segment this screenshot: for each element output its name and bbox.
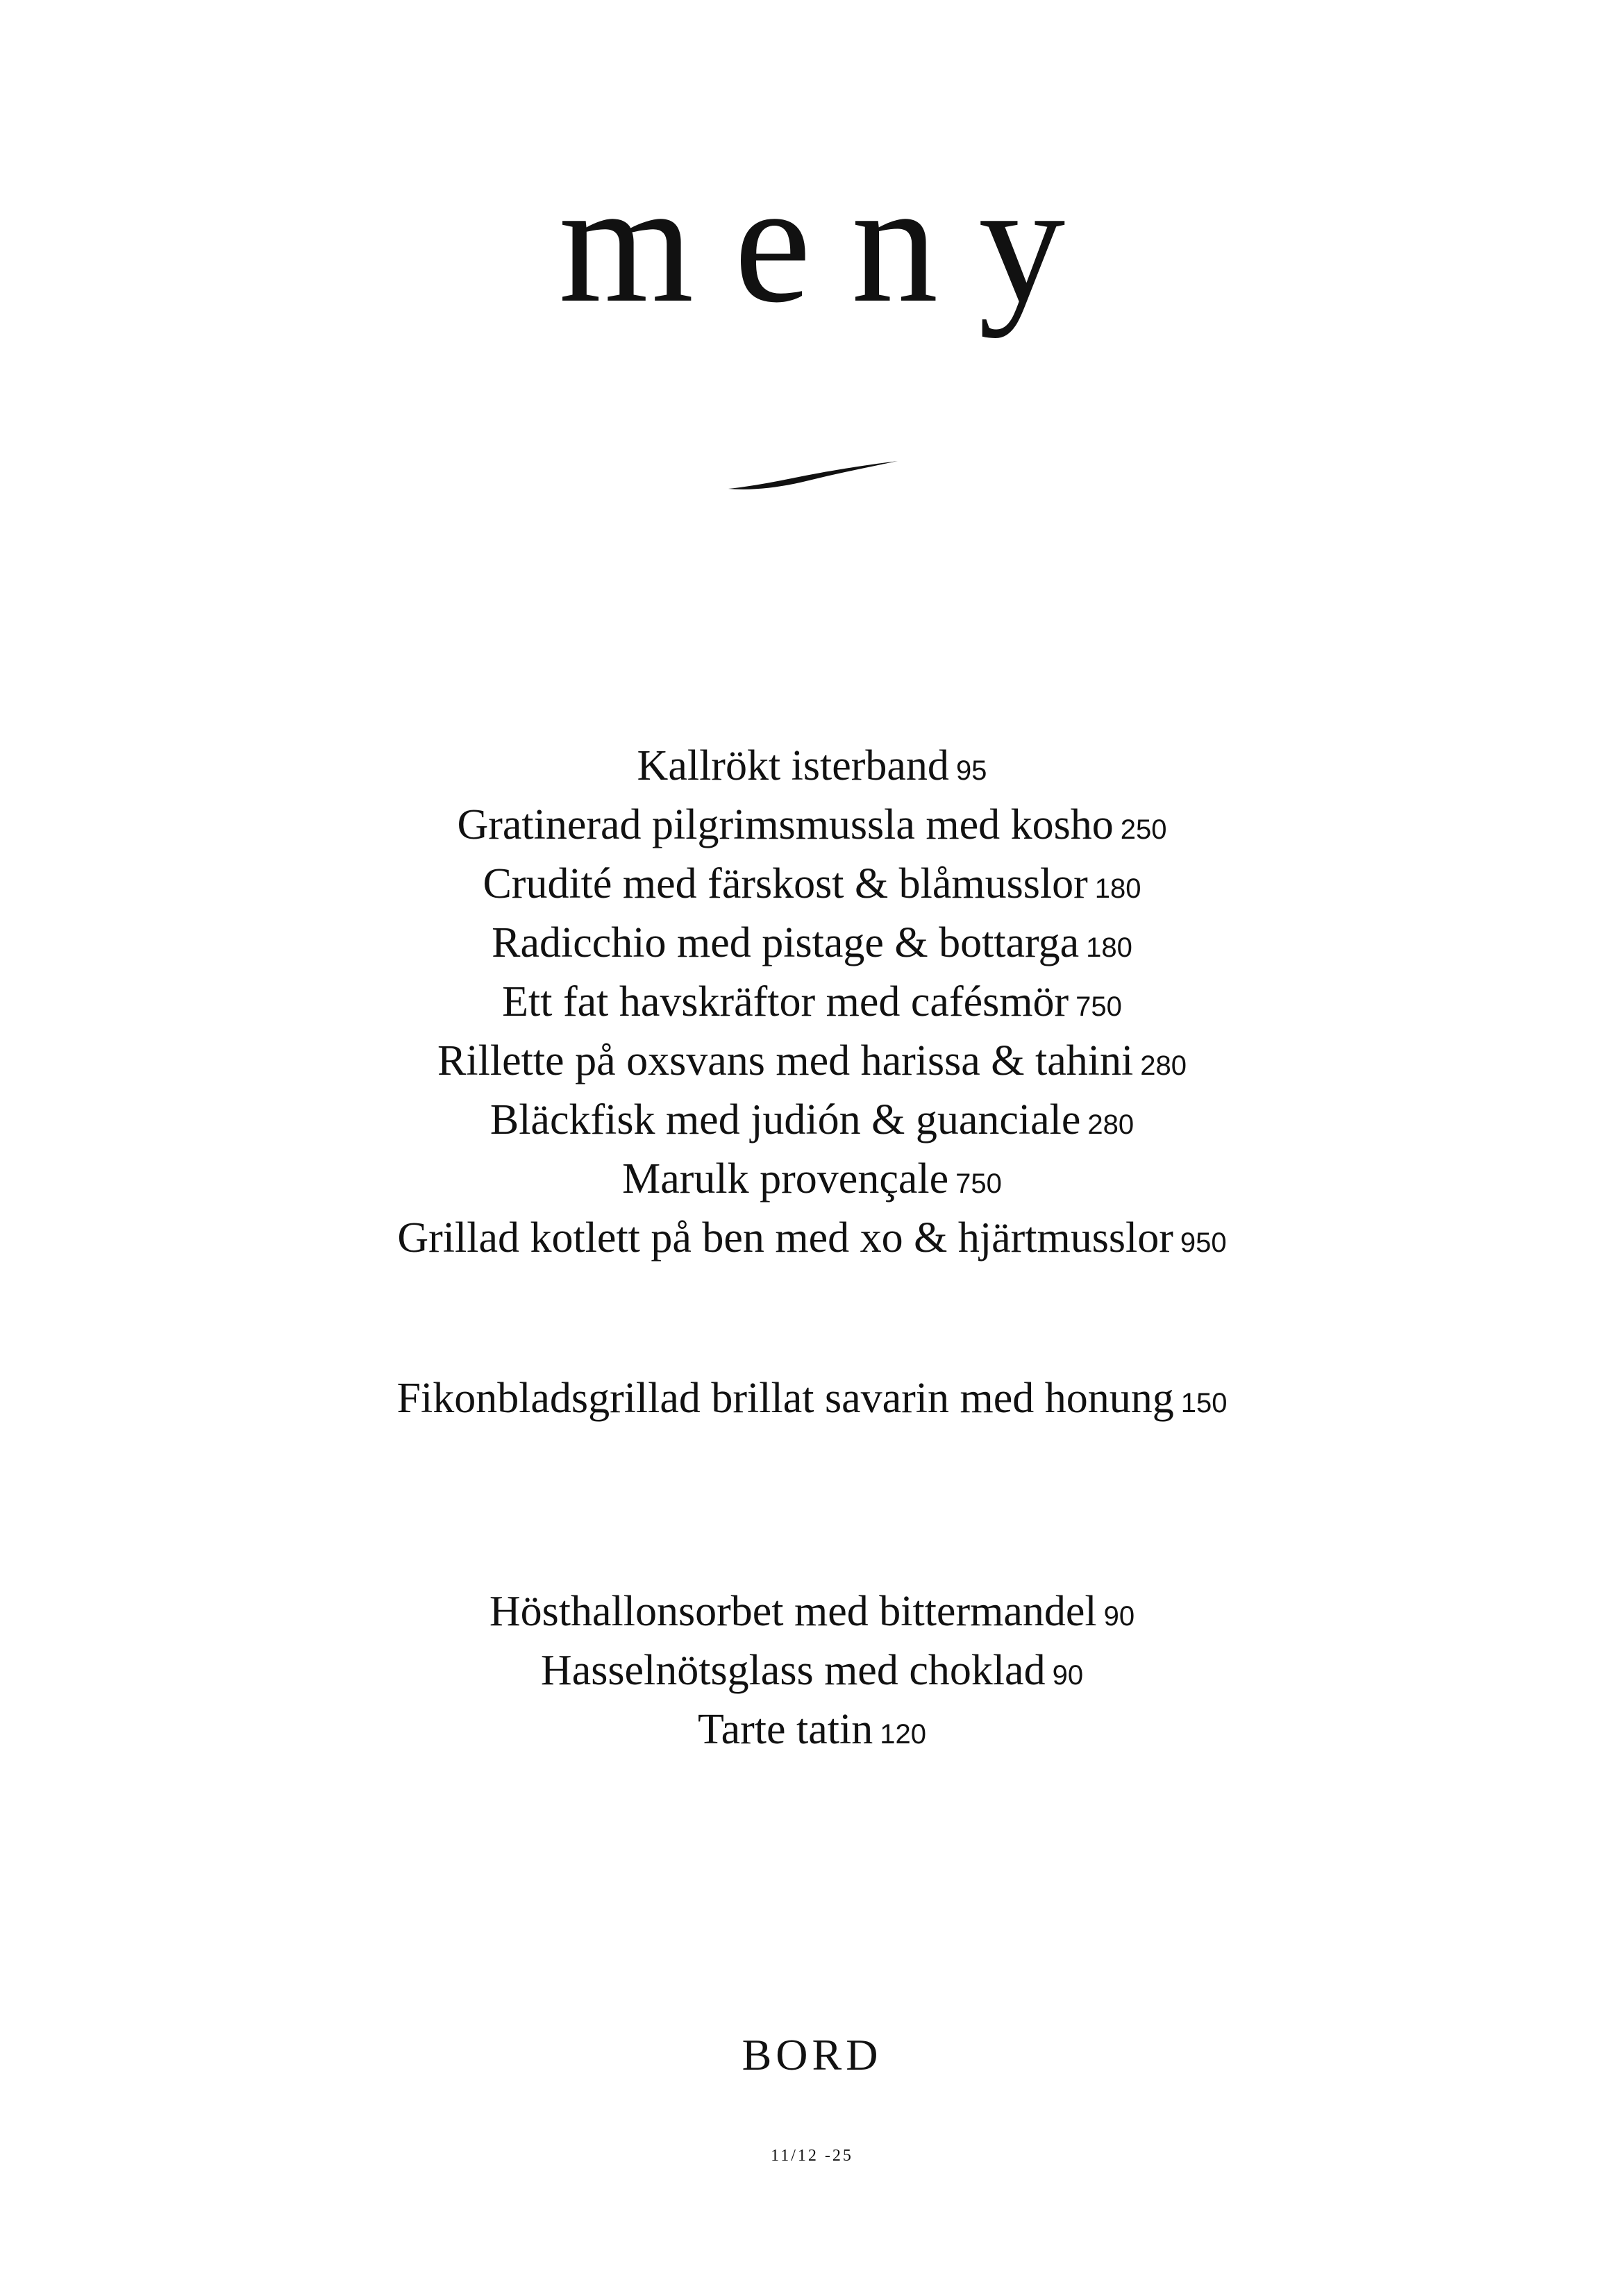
menu-item-price: 90 bbox=[1052, 1660, 1084, 1691]
menu-item-name: Fikonbladsgrillad brillat savarin med honung bbox=[396, 1375, 1174, 1422]
menu-item bbox=[0, 739, 1624, 798]
menu-item bbox=[0, 1034, 1624, 1093]
menu-item-price: 120 bbox=[880, 1719, 926, 1750]
menu-item-name: Marulk provençale bbox=[622, 1155, 949, 1203]
menu-item bbox=[0, 1702, 1624, 1761]
menu-item-price: 750 bbox=[1075, 991, 1122, 1022]
menu-item-name: Hösthallonsorbet med bittermandel bbox=[489, 1588, 1097, 1635]
brush-stroke-icon bbox=[726, 458, 899, 493]
menu-item bbox=[0, 1211, 1624, 1270]
menu-item bbox=[0, 1584, 1624, 1643]
menu-item-price: 280 bbox=[1087, 1109, 1135, 1140]
page-title: meny bbox=[558, 146, 1106, 339]
menu-item bbox=[0, 857, 1624, 916]
menu-item-name: Bläckfisk med judión & guanciale bbox=[489, 1096, 1081, 1143]
menu-item-name: Ett fat havskräftor med cafésmör bbox=[502, 978, 1069, 1025]
menu-section-desserts bbox=[0, 1584, 1624, 1761]
menu-item-price: 90 bbox=[1103, 1601, 1135, 1632]
menu-item-name: Gratinerad pilgrimsmussla med kosho bbox=[457, 801, 1114, 848]
menu-item-price: 150 bbox=[1180, 1388, 1228, 1418]
menu-item-price: 750 bbox=[955, 1168, 1002, 1199]
menu-item-price: 95 bbox=[955, 755, 987, 786]
menu-item-price: 950 bbox=[1180, 1227, 1227, 1258]
menu-item-name: Kallrökt isterband bbox=[637, 742, 949, 789]
menu-item bbox=[0, 916, 1624, 975]
menu-item bbox=[0, 1643, 1624, 1702]
menu-item-price: 180 bbox=[1094, 873, 1141, 904]
menu-item-name: Tarte tatin bbox=[698, 1706, 873, 1753]
menu-date: 11/12 -25 bbox=[771, 2147, 853, 2165]
menu-item bbox=[0, 798, 1624, 857]
menu-item bbox=[0, 975, 1624, 1034]
menu-section-cheese bbox=[0, 1371, 1624, 1430]
menu-section-mains bbox=[0, 739, 1624, 1270]
restaurant-name: BORD bbox=[742, 2030, 882, 2079]
menu-item-price: 180 bbox=[1086, 932, 1132, 963]
menu-item bbox=[0, 1152, 1624, 1211]
menu-item-name: Hasselnötsglass med choklad bbox=[540, 1647, 1046, 1694]
menu-item-name: Grillad kotlett på ben med xo & hjärtmusslor bbox=[397, 1214, 1173, 1262]
menu-item-price: 250 bbox=[1120, 814, 1167, 845]
menu-item-name: Radicchio med pistage & bottarga bbox=[492, 919, 1080, 966]
menu-item-name: Rillette på oxsvans med harissa & tahini bbox=[437, 1037, 1134, 1084]
menu-item-price: 280 bbox=[1140, 1050, 1187, 1081]
menu-item bbox=[0, 1093, 1624, 1152]
menu-item bbox=[0, 1371, 1624, 1430]
menu-item-name: Crudité med färskost & blåmusslor bbox=[483, 860, 1088, 907]
